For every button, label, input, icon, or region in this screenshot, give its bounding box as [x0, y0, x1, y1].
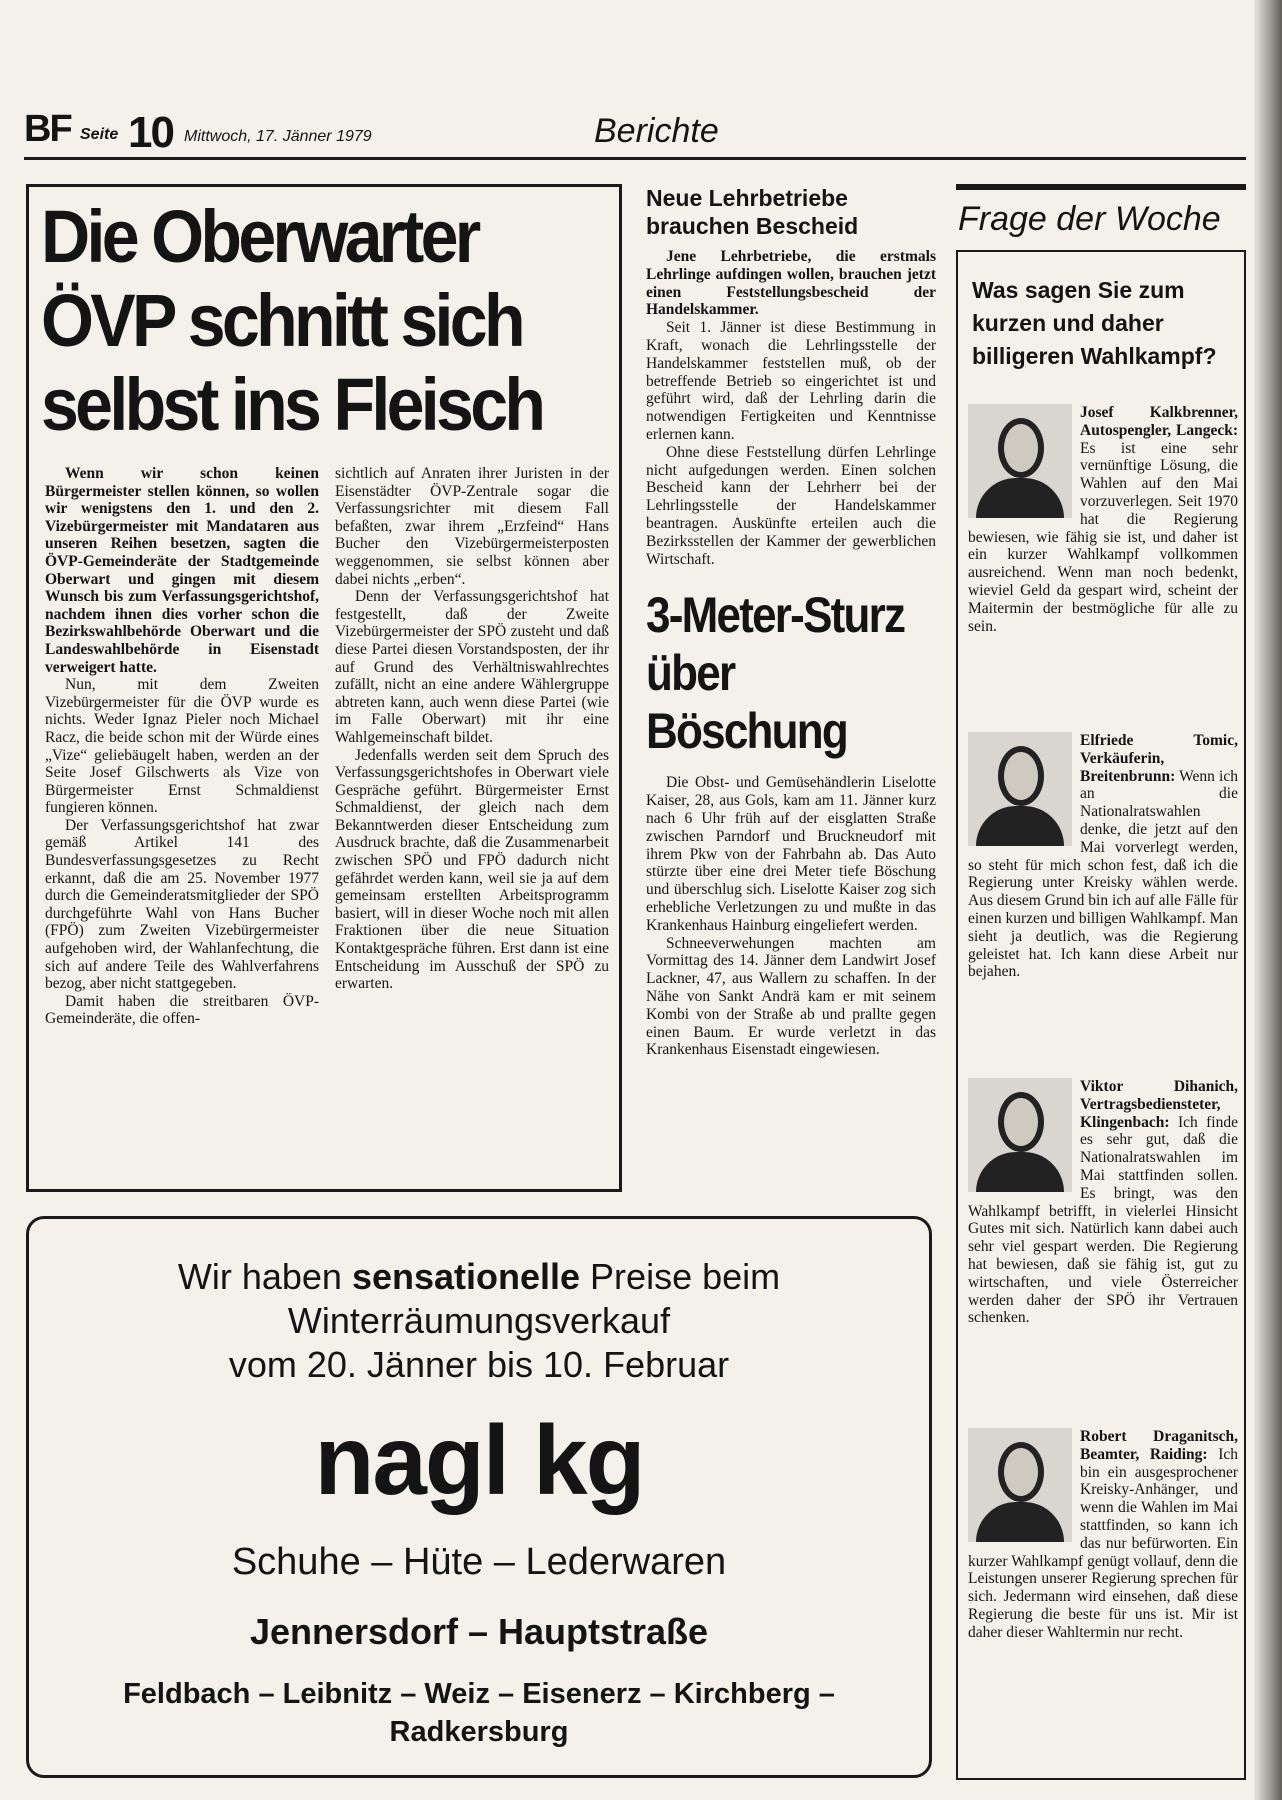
article-paragraph: Jedenfalls werden seit dem Spruch des Verfassungsgerichtshofes in Oberwart viele Gespräche geführt. Bürgermeister Ernst Schmaldienst, der gleich nach dem Bekanntwerden dieser Entscheidung zum Ausdruck brachte, daß die Zusammenarbeit zwischen SPÖ und FPÖ dadurch nicht gefährdet werden kann, weil sie ja auf dem gemeinsam erstellten Arbeitsprogramm basiert, will in dieser Woche noch mit allen Fraktionen über die neue Situation Kontaktgespräche führen. Erst dann ist eine Entscheidung im Ausschuß der SPÖ zu erwarten.	[335, 746, 609, 993]
ad-line-3: vom 20. Jänner bis 10. Februar	[228, 1344, 730, 1385]
lehrbetriebe-lead: Jene Lehrbetriebe, die erstmals Lehrlinge aufdingen wollen, brauchen jetzt einen Feststellungsbescheid der Handelskammer.	[646, 248, 936, 319]
ad-brand: nagl kg	[314, 1405, 644, 1515]
section-title: Berichte	[594, 112, 719, 150]
respondent-name: Robert Draganitsch, Beamter, Raiding:	[1080, 1428, 1238, 1463]
article-column-2	[335, 465, 609, 993]
article-column-1	[45, 465, 319, 1028]
respondent-name: Elfriede Tomic, Verkäuferin, Breitenbrunn:	[1080, 732, 1238, 785]
answer-item	[968, 1428, 1238, 1642]
article-paragraph: Der Verfassungsgerichtshof hat zwar gemäß Artikel 141 des Bundesverfassungsgesetzes zu Recht erkannt, daß die am 25. November 1977 durch die Gemeinderatsmitglieder der SPÖ durchgeführte Wahl von Hans Bucher (FPÖ) zum Zweiten Vizebürgermeister aufgehoben wird, der Wahlanfechtung, die sich auf andere Teile des Wahlverfahrens bezog, aber nicht stattgegeben.	[45, 816, 319, 993]
main-headline: Die Oberwarter ÖVP schnitt sich selbst ins Fleisch	[41, 195, 543, 446]
column-top-rule	[956, 184, 1246, 190]
portrait-photo	[968, 1078, 1072, 1192]
page-header	[24, 108, 1246, 156]
article-paragraph: Denn der Verfassungsgerichtshof hat festgestellt, daß der Zweite Vizebürgermeister der SPÖ zusteht und daß diese Partei diesen Vorstandsposten, der ihr auf Grund des Verhältniswahlrechtes zufällt, nicht an eine andere Wählergruppe abtreten kann, auch wenn diese Partei (wie im Falle Oberwart) mit ihr eine Wahlgemeinschaft bildet.	[335, 588, 609, 746]
frage-der-woche-title: Frage der Woche	[958, 200, 1221, 238]
ad-goods: Schuhe – Hüte – Lederwaren	[231, 1541, 727, 1583]
frage-der-woche-box	[956, 250, 1246, 1780]
issue-date: Mittwoch, 17. Jänner 1979	[184, 128, 372, 145]
main-article	[26, 184, 622, 1192]
ad-text	[29, 1255, 929, 1387]
ad-location: Jennersdorf – Hauptstraße	[249, 1611, 709, 1652]
middle-column	[646, 184, 936, 1059]
answer-item	[968, 1078, 1238, 1327]
article-paragraph: sichtlich auf Anraten ihrer Juristen in der Eisenstädter ÖVP-Zentrale sogar die Verfassungsrichter mit diesem Fall befaßten, zwar ihrem „Erzfeind“ Hans Bucher den Vizebürgermeisterposten weggenommen, sie selbst können aber dabei nichts „erben“.	[335, 465, 609, 588]
respondent-answer: Es ist eine sehr vernünftige Lösung, die Wahlen auf den Mai vorzuverlegen. Seit 1970 hat die Regierung bewiesen, wie fähig sie ist, und daher ist ein kurzer Wahlkampf vollkommen ausreichend. Wenn man noch bedenkt, wieviel Geld da gespart wird, scheint der Maitermin der bestmögliche für alle zu sein.	[968, 439, 1238, 635]
advertisement	[26, 1216, 932, 1778]
page-number: 10	[128, 108, 173, 157]
page-label: Seite	[80, 126, 119, 143]
article-lead: Wenn wir schon keinen Bürgermeister stellen können, so wollen wir wenigstens den 1. und den 2. Vizebürgermeister mit Mandataren aus unseren Reihen besetzen, sagten die ÖVP-Gemeinderäte der Stadtgemeinde Oberwart und gingen mit diesem Wunsch bis zum Verfassungsgerichtshof, nachdem ihnen dies vorher schon die Bezirkswahlbehörde Oberwart und die Landeswahlbehörde in Eisenstadt verweigert hatte.	[45, 465, 319, 676]
portrait-photo	[968, 732, 1072, 846]
article-paragraph: Damit haben die streitbaren ÖVP-Gemeinderäte, die offen-	[45, 992, 319, 1028]
ad-line-1-emphasis: sensationelle	[351, 1256, 581, 1297]
ad-branches: Feldbach – Leibnitz – Weiz – Eisenerz – Kirchberg – Radkersburg	[123, 1678, 835, 1748]
answer-item	[968, 732, 1238, 981]
header-rule	[24, 157, 1246, 160]
sturz-headline: 3-Meter-Sturz über Böschung	[646, 587, 905, 760]
respondent-answer: Wenn ich an die Nationalratswahlen denke, die jetzt auf den Mai vorverlegt werden, so steht für mich schon fest, daß ich die Regierung unter Kreisky wählen werde. Aus diesem Grund bin ich auf alle Fälle für einen kurzen und billigen Wahlkampf. Man sieht ja deutlich, was die Regierung geleistet hat. Ich kann diese Arbeit nur bejahen.	[968, 767, 1238, 981]
respondent-answer: Ich finde es sehr gut, daß die Nationalratswahlen im Mai stattfinden sollen. Es bringt, was den Wahlkampf betrifft, in vielerlei Hinsicht Gutes mit sich. Natürlich kann dabei auch sehr viel gespart werden. Die Regierung hat bewiesen, daß sie fähig ist, gut zu wirtschaften, und viele Österreicher werden daher der SPÖ ihr Vertrauen schenken.	[968, 1113, 1238, 1327]
respondent-name: Viktor Dihanich, Vertragsbediensteter, Klingenbach:	[1080, 1078, 1238, 1131]
page-spine-shadow	[1254, 0, 1282, 1800]
portrait-photo	[968, 1428, 1072, 1542]
weekly-question: Was sagen Sie zum kurzen und daher billigeren Wahlkampf?	[972, 277, 1217, 369]
answer-item	[968, 404, 1238, 635]
respondent-name: Josef Kalkbrenner, Autospengler, Langeck:	[1080, 404, 1238, 439]
portrait-photo	[968, 404, 1072, 518]
sturz-paragraph: Die Obst- und Gemüsehändlerin Liselotte Kaiser, 28, aus Gols, kam am 11. Jänner kurz nach 6 Uhr früh auf der eisglatten Straße zwischen Parndorf und Bruckneudorf mit ihrem Pkw von der Fahrbahn ab. Das Auto stürzte über eine drei Meter tiefe Böschung und überschlug sich. Liselotte Kaiser zog sich erhebliche Verletzungen zu und mußte in das Krankenhaus Hainburg eingeliefert werden.	[646, 774, 936, 934]
article-paragraph: Nun, mit dem Zweiten Vizebürgermeister für die ÖVP wurde es nichts. Weder Ignaz Pieler noch Michael Racz, die beide schon mit der Würde eines „Vize“ geliebäugelt haben, werden an der Seite Josef Gilschwerts als Vize von Bürgermeister Ernst Schmaldienst fungieren können.	[45, 676, 319, 817]
paper-logo: BF	[24, 108, 71, 150]
respondent-answer: Ich bin ein ausgesprochener Kreisky-Anhänger, und wenn die Wahlen im Mai stattfinden, so kann ich das nur befürworten. Ein kurzer Wahlkampf genügt vollauf, denn die Leistungen unserer Regierung sprechen für sich. Jedermann wird einsehen, daß diese Regierung die beste für uns ist. Mir ist daher dieser Wahltermin nur recht.	[968, 1445, 1239, 1641]
sturz-paragraph: Schneeverwehungen machten am Vormittag des 14. Jänner dem Landwirt Josef Lackner, 47, aus Wallern zu schaffen. In der Nähe von Sankt Andrä kam er mit seinem Kombi von der Straße ab und prallte gegen einen Baum. Er wurde verletzt in das Krankenhaus Eisenstadt eingewiesen.	[646, 934, 936, 1059]
ad-line-1-start: Wir haben	[177, 1256, 352, 1297]
lehrbetriebe-headline: Neue Lehrbetriebe brauchen Bescheid	[646, 185, 859, 239]
lehrbetriebe-paragraph: Ohne diese Feststellung dürfen Lehrlinge nicht aufgedungen werden. Einen solchen Bescheid kann der Lehrherr bei der Lehrlingsstelle der Handelskammer beantragen. Auskünfte erteilen auch die Bezirksstellen der Kammer der gewerblichen Wirtschaft.	[646, 443, 936, 568]
lehrbetriebe-paragraph: Seit 1. Jänner ist diese Bestimmung in Kraft, wonach die Lehrlingsstelle der Handelskammer feststellen muß, ob der betreffende Betrieb so eingerichtet ist und geführt wird, daß der Lehrling darin die notwendigen Fertigkeiten und Kenntnisse erlernen kann.	[646, 319, 936, 443]
ad-line-1-end: Preise beim	[580, 1256, 781, 1297]
ad-line-1	[29, 1255, 929, 1299]
ad-line-2: Winterräumungsverkauf	[287, 1300, 671, 1341]
